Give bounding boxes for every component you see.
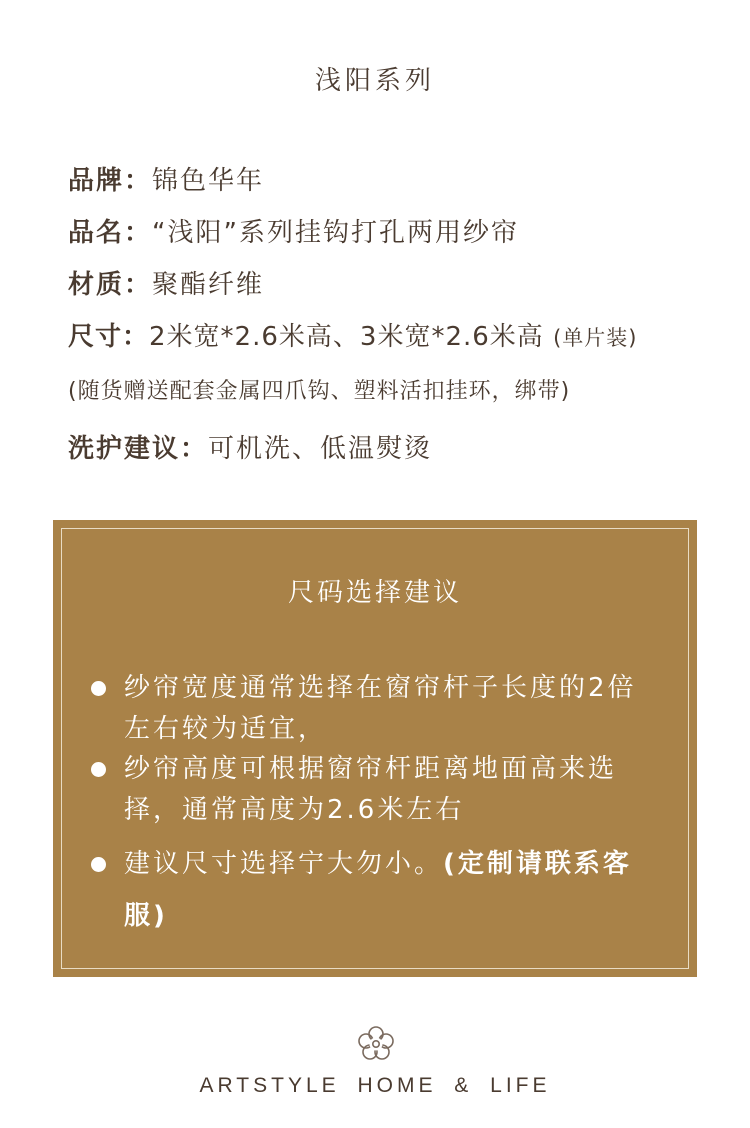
spec-care [68,428,432,465]
spec-material-label: 材质： [68,270,153,300]
spec-size [68,316,637,353]
spec-care-label: 洗护建议： [68,434,209,464]
spec-brand [68,160,264,197]
bullet-dot-icon [91,681,106,696]
size-guide-bullet [91,749,651,831]
bullet-dot-icon [91,857,106,872]
size-guide-bullet [91,668,651,750]
spec-size-value: 2米宽*2.6米高、3米宽*2.6米高 [149,322,544,352]
flower-icon [357,1025,395,1061]
spec-size-suffix: (单片装) [553,326,638,350]
bullet-text: 纱帘高度可根据窗帘杆距离地面高来选择，通常高度为2.6米左右 [124,754,618,825]
bullet-text [124,838,651,942]
bullet-text: 纱帘宽度通常选择在窗帘杆子长度的2倍左右较为适宜， [124,673,637,744]
spec-size-label: 尺寸： [68,322,150,352]
spec-brand-value: 锦色华年 [152,166,265,196]
size-guide-bullet [91,838,651,942]
page-title: 浅阳系列 [314,66,435,96]
spec-note: (随货赠送配套金属四爪钩、塑料活扣挂环，绑带) [68,379,571,404]
spec-material [68,264,264,301]
size-guide-title: 尺码选择建议 [287,578,462,608]
bullet-dot-icon [91,762,106,777]
spec-material-value: 聚酯纤维 [152,270,265,300]
size-guide-box [53,520,697,977]
spec-name-value: “浅阳”系列挂钩打孔两用纱帘 [152,218,519,248]
bullet-text-plain: 建议尺寸选择宁大勿小。 [124,849,444,879]
footer-tagline: ARTSTYLE HOME & LIFE [199,1074,551,1097]
spec-brand-label: 品牌： [68,166,153,196]
bullet-text-bold: (定制请联系客服) [124,849,632,931]
spec-name-label: 品名： [68,218,153,248]
spec-care-value: 可机洗、低温熨烫 [208,434,433,464]
spec-name [68,212,519,249]
